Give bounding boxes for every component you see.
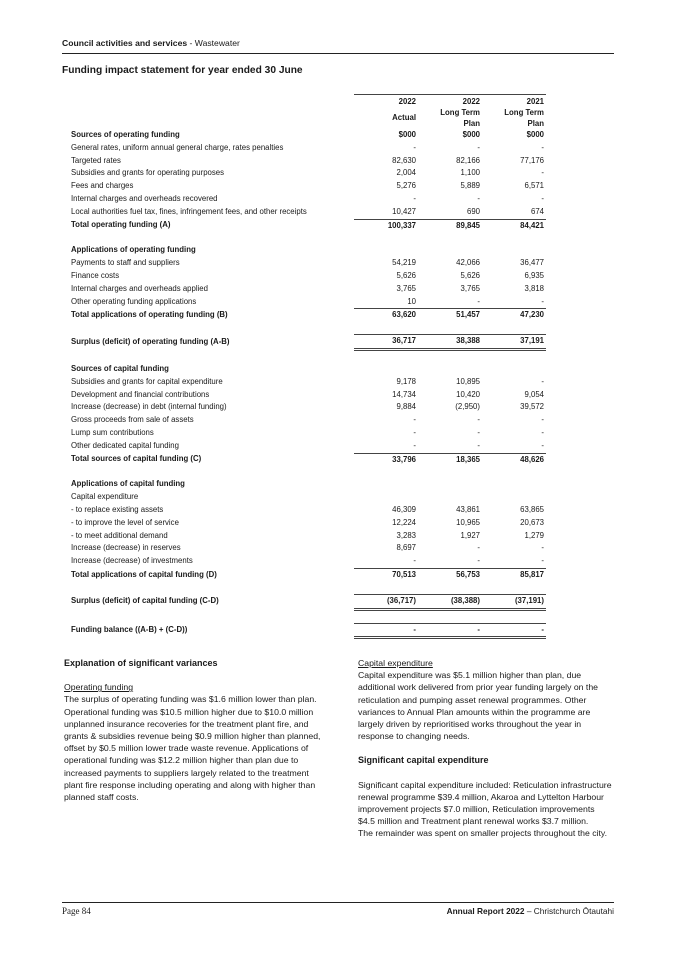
row-value — [354, 609, 418, 623]
row-value: - — [477, 543, 480, 553]
row-value: 5,626 — [460, 270, 480, 280]
row-label: Subsidies and grants for capital expenditure — [71, 376, 223, 386]
row-label — [71, 322, 354, 335]
row-value: - — [541, 168, 544, 178]
report-title: Annual Report 2022 — [446, 906, 525, 916]
table-row — [71, 401, 546, 414]
row-label: Capital expenditure — [71, 492, 139, 502]
row-value — [418, 322, 482, 335]
table-row — [71, 335, 546, 350]
row-value: - — [477, 556, 480, 566]
row-value — [354, 244, 418, 257]
spacer-row — [71, 609, 546, 623]
row-value: - — [418, 623, 482, 638]
row-value: 10 — [407, 296, 416, 306]
operating-funding-text: The surplus of operating funding was $1.6 million lower than plan. Operational funding was $10.5 million higher due to $10.0 million unplanned insurance recoveries for the treatment plant fire, and grants & subsidies revenue being $0.9 million higher than planned, offset by $0.5 million lower trade waste revenue. Applications of operational funding was $12.2 million higher than plan due to increased payments to suppliers largely related to the treatment plant fire response including operating and along with higher than planned staff costs. — [64, 694, 321, 803]
row-value — [418, 466, 482, 478]
page-footer — [62, 902, 614, 916]
table-row — [71, 517, 546, 530]
row-label: Subsidies and grants for operating purposes — [71, 168, 225, 178]
row-label: Total operating funding (A) — [71, 220, 171, 230]
variance-explanation-right — [358, 657, 613, 840]
table-row — [71, 389, 546, 402]
table-row — [71, 270, 546, 283]
table-row — [71, 427, 546, 440]
row-value: 47,230 — [482, 309, 546, 322]
row-value: - — [541, 296, 544, 306]
row-label: Fees and charges — [71, 181, 134, 191]
row-label — [71, 582, 354, 595]
col-year: 2022 — [354, 95, 418, 108]
row-value: 5,276 — [396, 181, 416, 191]
row-value: 70,513 — [354, 568, 418, 581]
row-label: Surplus (deficit) of operating funding (A-B) — [71, 336, 230, 346]
table-row — [71, 167, 546, 180]
report-name — [447, 906, 614, 916]
row-value: (38,388) — [418, 594, 482, 609]
table-row — [71, 555, 546, 568]
row-value: 82,166 — [456, 155, 480, 165]
row-value: 3,765 — [396, 283, 416, 293]
row-value: (36,717) — [354, 594, 418, 609]
row-value: 77,176 — [520, 155, 544, 165]
row-label: Funding balance ((A-B) + (C-D)) — [71, 625, 188, 634]
table-row — [71, 623, 546, 638]
capital-expenditure-text: Capital expenditure was $5.1 million higher than plan, due additional work delivered from prior year funding largely on the reticulation and pumping asset renewal programmes. Other variances to Annual Plan amounts within the programme are largely driven by reprioritised works throughout the year in response to changing needs. — [358, 670, 599, 742]
row-value — [418, 491, 482, 504]
row-value: 6,571 — [524, 181, 544, 191]
row-value — [482, 478, 546, 491]
col-kind: Long Term — [504, 108, 544, 117]
row-value: - — [541, 415, 544, 425]
row-label: Increase (decrease) in reserves — [71, 543, 181, 553]
row-value — [482, 491, 546, 504]
row-label: Development and financial contributions — [71, 389, 210, 399]
row-value: 2,004 — [396, 168, 416, 178]
row-value: - — [477, 142, 480, 152]
row-value: 38,388 — [418, 335, 482, 350]
row-label: Increase (decrease) in debt (internal funding) — [71, 402, 227, 412]
row-value: $000 — [462, 130, 480, 139]
row-label: Other dedicated capital funding — [71, 440, 179, 450]
table-row — [71, 219, 546, 232]
row-value: 3,283 — [396, 530, 416, 540]
row-value — [418, 349, 482, 363]
header-row-kind — [71, 107, 546, 118]
row-value: - — [413, 142, 416, 152]
row-label: Total applications of capital funding (D) — [71, 569, 217, 579]
row-value — [354, 582, 418, 595]
row-value: $000 — [398, 130, 416, 139]
row-value: 63,865 — [520, 504, 544, 514]
row-value: 1,927 — [460, 530, 480, 540]
row-value — [418, 363, 482, 376]
row-value: - — [541, 376, 544, 386]
row-value: 42,066 — [456, 258, 480, 268]
row-value — [482, 232, 546, 244]
spacer-row — [71, 349, 546, 363]
row-value: 43,861 — [456, 504, 480, 514]
spacer-row — [71, 582, 546, 595]
row-label: Targeted rates — [71, 155, 121, 165]
row-label: Other operating funding applications — [71, 296, 197, 306]
row-label: Total sources of capital funding (C) — [71, 454, 202, 464]
col-kind2: Plan — [527, 119, 544, 128]
table-row — [71, 542, 546, 555]
row-value: - — [477, 427, 480, 437]
row-label: Internal charges and overheads recovered — [71, 193, 218, 203]
funding-impact-table — [71, 94, 546, 639]
row-value: 82,630 — [392, 155, 416, 165]
row-label: Finance costs — [71, 270, 120, 280]
row-value — [354, 232, 418, 244]
row-value: - — [541, 193, 544, 203]
table-row — [71, 244, 546, 257]
row-value: - — [413, 427, 416, 437]
table-row — [71, 129, 546, 142]
row-value: - — [541, 543, 544, 553]
section-title: Council activities and services — [62, 38, 188, 48]
page-header — [62, 38, 614, 54]
row-value: (37,191) — [482, 594, 546, 609]
row-value: - — [541, 556, 544, 566]
row-value: 6,935 — [524, 270, 544, 280]
row-value — [354, 478, 418, 491]
row-value: 9,178 — [396, 376, 416, 386]
table-row — [71, 594, 546, 609]
row-value: 39,572 — [520, 402, 544, 412]
col-year: 2022 — [418, 95, 482, 108]
col-kind: Long Term — [440, 108, 480, 117]
col-kind2: Plan — [463, 119, 480, 128]
row-value — [418, 244, 482, 257]
table-row — [71, 257, 546, 270]
row-value: 3,818 — [524, 283, 544, 293]
row-value: - — [413, 440, 416, 450]
row-value: - — [354, 623, 418, 638]
col-year: 2021 — [482, 95, 546, 108]
row-label: - to improve the level of service — [71, 517, 179, 527]
spacer-row — [71, 232, 546, 244]
row-value: - — [413, 415, 416, 425]
row-label — [71, 609, 354, 623]
row-label — [71, 466, 354, 478]
table-row — [71, 491, 546, 504]
table-row — [71, 296, 546, 309]
row-value — [482, 363, 546, 376]
table-row — [71, 478, 546, 491]
row-label: Total applications of operating funding (B) — [71, 310, 228, 320]
row-label: Increase (decrease) of investments — [71, 556, 193, 566]
table-row — [71, 142, 546, 155]
row-value: - — [541, 142, 544, 152]
table-row — [71, 440, 546, 453]
row-value: 10,965 — [456, 517, 480, 527]
row-value: 18,365 — [418, 453, 482, 466]
row-label: Local authorities fuel tax, fines, infringement fees, and other receipts — [71, 207, 307, 217]
row-value: 8,697 — [396, 543, 416, 553]
row-value — [354, 322, 418, 335]
row-value — [418, 232, 482, 244]
significant-capex-heading: Significant capital expenditure — [358, 755, 489, 766]
row-label — [71, 349, 354, 363]
statement-title: Funding impact statement for year ended 30 June — [62, 65, 303, 76]
table-row — [71, 309, 546, 322]
row-value: 5,889 — [460, 181, 480, 191]
row-value — [482, 466, 546, 478]
row-value: 9,884 — [396, 402, 416, 412]
table-row — [71, 283, 546, 296]
row-value: 12,224 — [392, 517, 416, 527]
row-label: Applications of operating funding — [71, 245, 196, 255]
report-org: – Christchurch Ōtautahi — [524, 906, 614, 916]
row-value: 56,753 — [418, 568, 482, 581]
row-value: - — [477, 296, 480, 306]
row-value: - — [482, 623, 546, 638]
row-value: 33,796 — [354, 453, 418, 466]
row-value: 20,673 — [520, 517, 544, 527]
row-value — [418, 582, 482, 595]
row-value: 5,626 — [396, 270, 416, 280]
row-value: 51,457 — [418, 309, 482, 322]
variance-explanation-left — [64, 657, 326, 803]
row-value: 10,895 — [456, 376, 480, 386]
row-value: 1,279 — [524, 530, 544, 540]
table-row — [71, 530, 546, 543]
table-row — [71, 180, 546, 193]
row-label: - to replace existing assets — [71, 504, 164, 514]
table-row — [71, 453, 546, 466]
row-value: 63,620 — [354, 309, 418, 322]
col-kind: Actual — [392, 113, 416, 122]
row-value — [354, 491, 418, 504]
row-value: 36,717 — [354, 335, 418, 350]
row-value: - — [413, 556, 416, 566]
header-row-kind2 — [71, 118, 546, 129]
section-sub: - Wastewater — [187, 38, 240, 48]
row-value: 690 — [466, 206, 480, 216]
row-value: 100,337 — [354, 219, 418, 232]
row-label: Gross proceeds from sale of assets — [71, 415, 194, 425]
row-label: General rates, uniform annual general charge, rates penalties — [71, 142, 284, 152]
row-value: 14,734 — [392, 389, 416, 399]
row-value — [482, 349, 546, 363]
row-label: Sources of capital funding — [71, 363, 169, 373]
capital-expenditure-heading: Capital expenditure — [358, 658, 433, 668]
page-number: Page 84 — [62, 906, 91, 916]
row-label: Lump sum contributions — [71, 427, 154, 437]
row-value: 46,309 — [392, 504, 416, 514]
row-value — [418, 609, 482, 623]
row-value: - — [541, 440, 544, 450]
row-value — [354, 363, 418, 376]
row-value: 674 — [530, 206, 544, 216]
row-label: Payments to staff and suppliers — [71, 258, 180, 268]
table-row — [71, 363, 546, 376]
row-value — [482, 244, 546, 257]
row-value: $000 — [526, 130, 544, 139]
significant-capex-text-2: The remainder was spent on smaller projects throughout the city. — [358, 828, 608, 839]
row-label — [71, 232, 354, 244]
row-value — [482, 582, 546, 595]
row-value: 37,191 — [482, 335, 546, 350]
row-value: - — [413, 193, 416, 203]
row-value — [418, 478, 482, 491]
row-value: 54,219 — [392, 258, 416, 268]
spacer-row — [71, 466, 546, 478]
row-value: 9,054 — [524, 389, 544, 399]
table-row — [71, 414, 546, 427]
row-value: - — [477, 193, 480, 203]
row-value — [482, 322, 546, 335]
significant-capex-text: Significant capital expenditure included: Reticulation infrastructure renewal programme $39.4 million, Akaroa and Lyttelton Harbour improvement projects $7.0 million, Reticulation improvements $4.5 million and Treatment plant renewal works $3.7 million. — [358, 779, 612, 827]
row-value: 85,817 — [482, 568, 546, 581]
row-label: Applications of capital funding — [71, 479, 185, 489]
spacer-row — [71, 322, 546, 335]
row-value: (2,950) — [455, 402, 480, 412]
row-value: - — [477, 415, 480, 425]
row-value: 48,626 — [482, 453, 546, 466]
explanation-heading: Explanation of significant variances — [64, 658, 218, 668]
table-row — [71, 193, 546, 206]
row-value: - — [477, 440, 480, 450]
row-value — [354, 466, 418, 478]
row-label: - to meet additional demand — [71, 530, 168, 540]
row-label: Surplus (deficit) of capital funding (C-D) — [71, 596, 219, 606]
row-value: 36,477 — [520, 258, 544, 268]
row-label: Sources of operating funding — [71, 130, 180, 139]
operating-funding-heading: Operating funding — [64, 682, 134, 693]
table-row — [71, 504, 546, 517]
row-value: 10,427 — [392, 206, 416, 216]
header-row-years — [71, 95, 546, 108]
row-value — [482, 609, 546, 623]
row-value: 84,421 — [482, 219, 546, 232]
row-label: Internal charges and overheads applied — [71, 283, 208, 293]
table-row — [71, 376, 546, 389]
row-value: 3,765 — [460, 283, 480, 293]
table-row — [71, 568, 546, 581]
row-value: - — [541, 427, 544, 437]
row-value: 89,845 — [418, 219, 482, 232]
row-value — [354, 349, 418, 363]
table-row — [71, 206, 546, 219]
table-row — [71, 155, 546, 168]
row-value: 1,100 — [460, 168, 480, 178]
row-value: 10,420 — [456, 389, 480, 399]
